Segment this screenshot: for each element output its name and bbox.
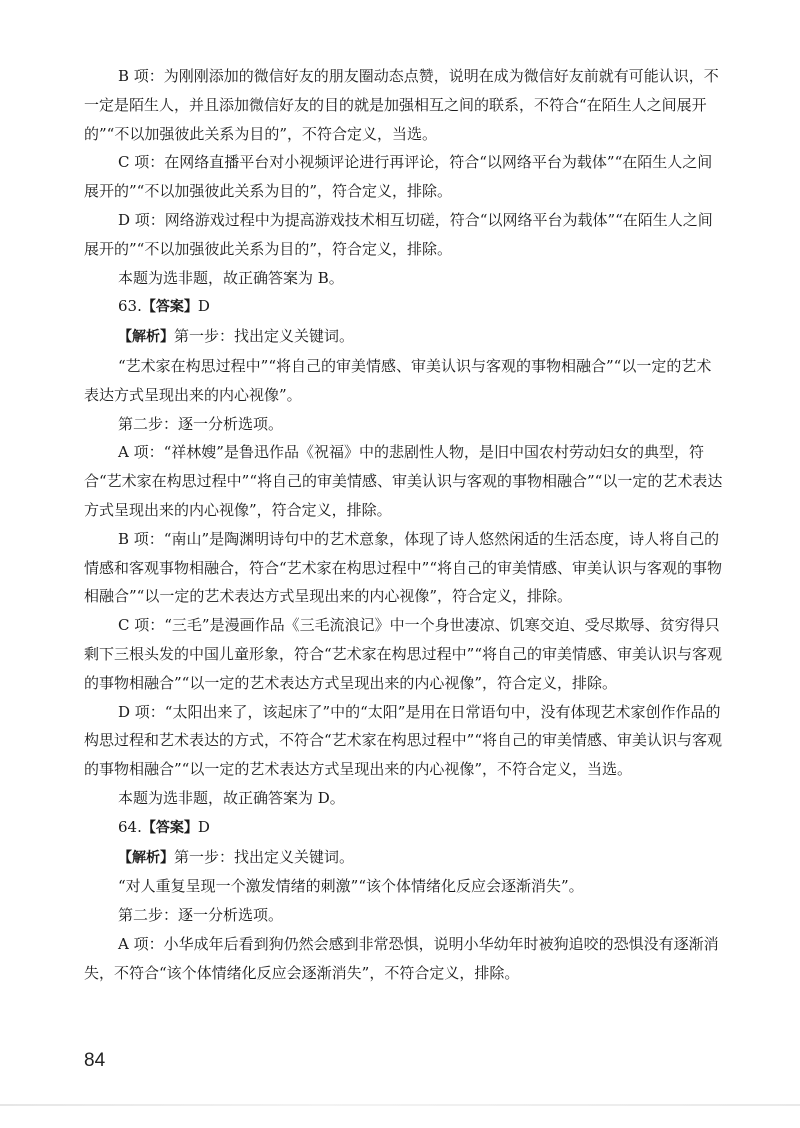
q63-answer-tag: 【答案】 (141, 299, 198, 316)
q63-step1: 第一步：找出定义关键词。 (174, 327, 355, 346)
q64-number: 64. (118, 817, 142, 836)
q64-keywords: “对人重复呈现一个激发情绪的刺激”“该个体情绪化反应会逐渐消失”。 (118, 877, 584, 896)
q63-step2: 第二步：逐一分析选项。 (118, 414, 284, 433)
q64-option-a: A 项：小华成年后看到狗仍然会感到非常恐惧，说明小华幼年时被狗追咬的恐惧没有逐渐消失，不符合“该个体情绪化反应会逐渐消失”，不符合定义，排除。 (84, 934, 719, 982)
q62-conclusion: 本题为选非题，故正确答案为 B。 (118, 268, 344, 287)
q64-analysis-tag: 【解析】 (118, 849, 174, 866)
q63-analysis-line (84, 322, 724, 352)
q63-option-d: D 项：“太阳出来了，该起床了”中的“太阳”是用在日常语句中，没有体现艺术家创作作品的构思过程和艺术表达的方式，不符合“艺术家在构思过程中”“将自己的审美情感、审美认识与客观的事物相融合”“以一定的艺术表达方式呈现出来的内心视像”，不符合定义，当选。 (84, 702, 723, 779)
q63-option-b: B 项：“南山”是陶渊明诗句中的艺术意象，体现了诗人悠然闲适的生活态度，诗人将自己的情感和客观事物相融合，符合“艺术家在构思过程中”“将自己的审美情感、审美认识与客观的事物相融合”“以一定的艺术表达方式呈现出来的内心视像”，符合定义，排除。 (84, 529, 723, 606)
q64-analysis-line (84, 843, 724, 873)
q63-number: 63. (118, 297, 142, 316)
q64-step1: 第一步：找出定义关键词。 (174, 847, 355, 866)
option-c-analysis: C 项：在网络直播平台对小视频评论进行再评论，符合“以网络平台为载体”“在陌生人之间展开的”“不以加强彼此关系为目的”，符合定义，排除。 (84, 153, 713, 201)
scan-edge-divider (0, 1104, 800, 1106)
q63-answer: D (197, 297, 210, 316)
q63-option-c: C 项：“三毛”是漫画作品《三毛流浪记》中一个身世凄凉、饥寒交迫、受尽欺辱、贫穷得只剩下三根头发的中国儿童形象，符合“艺术家在构思过程中”“将自己的审美情感、审美认识与客观的事物相融合”“以一定的艺术表达方式呈现出来的内心视像”，符合定义，排除。 (84, 616, 723, 692)
q63-answer-line (84, 292, 724, 322)
q63-conclusion: 本题为选非题，故正确答案为 D。 (118, 788, 345, 807)
q64-answer-tag: 【答案】 (141, 819, 198, 836)
page-body (84, 62, 724, 988)
q64-answer: D (197, 817, 210, 836)
q63-keywords: “艺术家在构思过程中”“将自己的审美情感、审美认识与客观的事物相融合”“以一定的艺术表达方式呈现出来的内心视像”。 (84, 356, 712, 404)
option-b-analysis: B 项：为刚刚添加的微信好友的朋友圈动态点赞，说明在成为微信好友前就有可能认识，不一定是陌生人，并且添加微信好友的目的就是加强相互之间的联系，不符合“在陌生人之间展开的”“不以加强彼此关系为目的”，不符合定义，当选。 (84, 67, 719, 143)
option-d-analysis: D 项：网络游戏过程中为提高游戏技术相互切磋，符合“以网络平台为载体”“在陌生人之间展开的”“不以加强彼此关系为目的”，符合定义，排除。 (84, 210, 713, 258)
q63-option-a: A 项：“祥林嫂”是鲁迅作品《祝福》中的悲剧性人物，是旧中国农村劳动妇女的典型，符合“艺术家在构思过程中”“将自己的审美情感、审美认识与客观的事物相融合”“以一定的艺术表达方式呈现出来的内心视像”，符合定义，排除。 (84, 443, 723, 519)
q64-answer-line (84, 813, 724, 843)
q64-step2: 第二步：逐一分析选项。 (118, 906, 284, 925)
page-number: 84 (84, 1050, 106, 1071)
q63-analysis-tag: 【解析】 (118, 329, 174, 346)
